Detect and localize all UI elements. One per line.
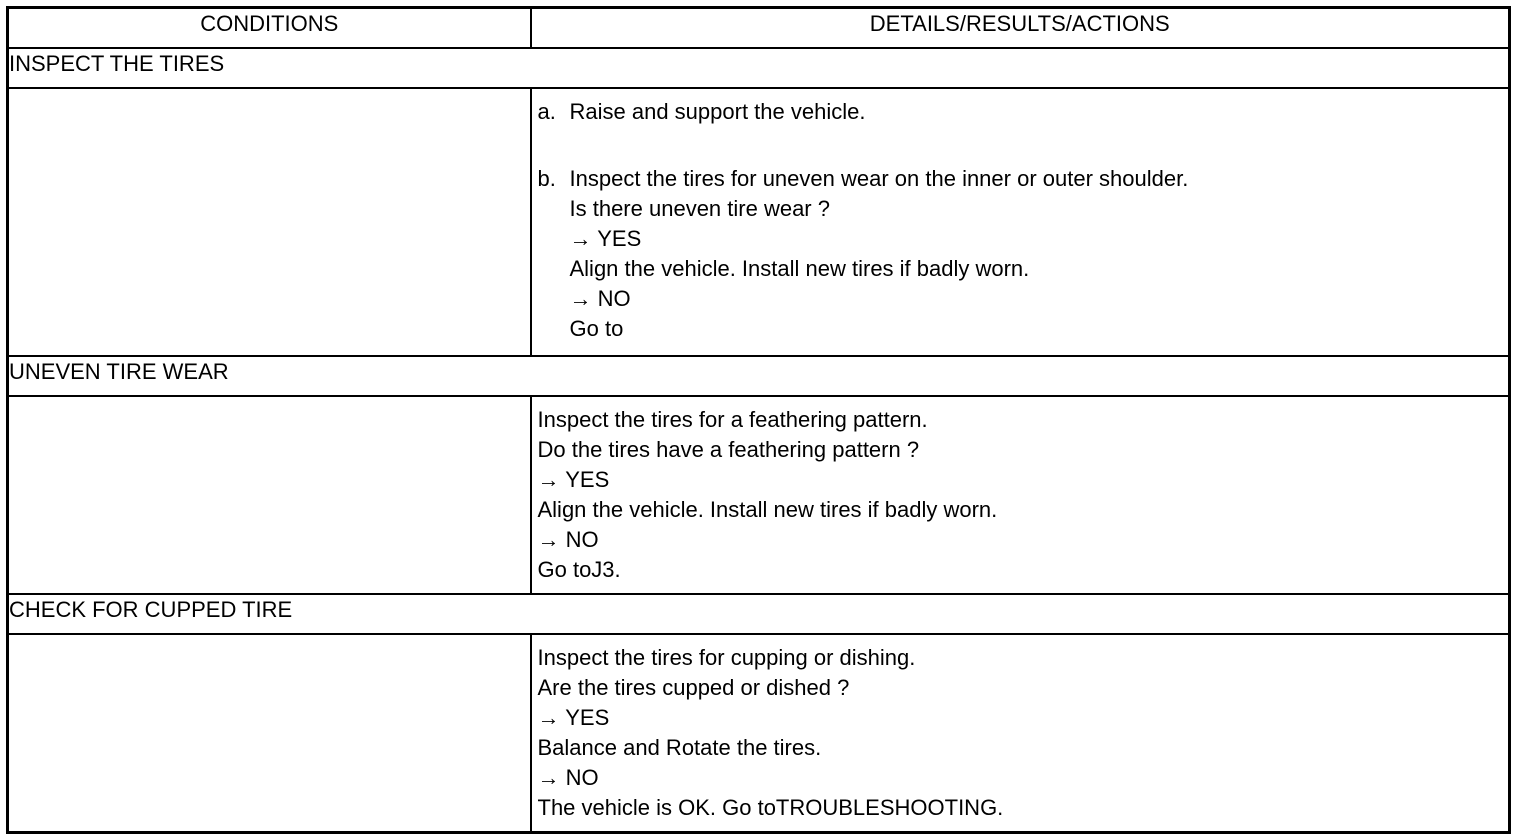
header-row xyxy=(8,8,1510,49)
header-conditions: CONDITIONS xyxy=(8,8,531,49)
detail-line: → NO xyxy=(537,527,599,552)
section-row xyxy=(8,48,1510,88)
step-label: b. xyxy=(537,166,556,191)
step-line: Raise and support the vehicle. xyxy=(569,99,866,124)
detail-line: Go toJ3. xyxy=(537,557,621,582)
details-cell xyxy=(531,634,1510,833)
detail-line: Align the vehicle. Install new tires if badly worn. xyxy=(537,497,998,522)
detail-line: → YES xyxy=(537,705,610,730)
section-title: INSPECT THE TIRES xyxy=(8,48,1510,88)
step-line: Inspect the tires for uneven wear on the inner or outer shoulder. xyxy=(569,166,1189,191)
step-line: Align the vehicle. Install new tires if badly worn. xyxy=(569,256,1030,281)
step-line: → NO xyxy=(569,286,631,311)
detail-line: → NO xyxy=(537,765,599,790)
condition-cell xyxy=(8,396,531,594)
detail-line: Balance and Rotate the tires. xyxy=(537,735,822,760)
detail-line: The vehicle is OK. Go toTROUBLESHOOTING. xyxy=(537,795,1004,820)
section-row xyxy=(8,594,1510,634)
detail-line: Inspect the tires for a feathering pattern. xyxy=(537,407,928,432)
step-b xyxy=(538,164,1509,344)
detail-line: → YES xyxy=(537,467,610,492)
detail-line: Inspect the tires for cupping or dishing. xyxy=(537,645,916,670)
step-line: → YES xyxy=(569,226,642,251)
section-title: UNEVEN TIRE WEAR xyxy=(8,356,1510,396)
table-row xyxy=(8,396,1510,594)
condition-cell xyxy=(8,634,531,833)
detail-line: Are the tires cupped or dished ? xyxy=(537,675,850,700)
section-title: CHECK FOR CUPPED TIRE xyxy=(8,594,1510,634)
condition-cell xyxy=(8,88,531,356)
step-line: Is there uneven tire wear ? xyxy=(569,196,830,221)
diagnostic-table xyxy=(6,6,1511,834)
details-cell xyxy=(531,396,1510,594)
section-row xyxy=(8,356,1510,396)
step-a xyxy=(538,97,1509,127)
details-cell xyxy=(531,88,1510,356)
detail-line: Do the tires have a feathering pattern ? xyxy=(537,437,920,462)
table-row xyxy=(8,634,1510,833)
header-details: DETAILS/RESULTS/ACTIONS xyxy=(531,8,1510,49)
step-label: a. xyxy=(537,99,556,124)
step-line: Go to xyxy=(569,316,624,341)
table-row xyxy=(8,88,1510,356)
